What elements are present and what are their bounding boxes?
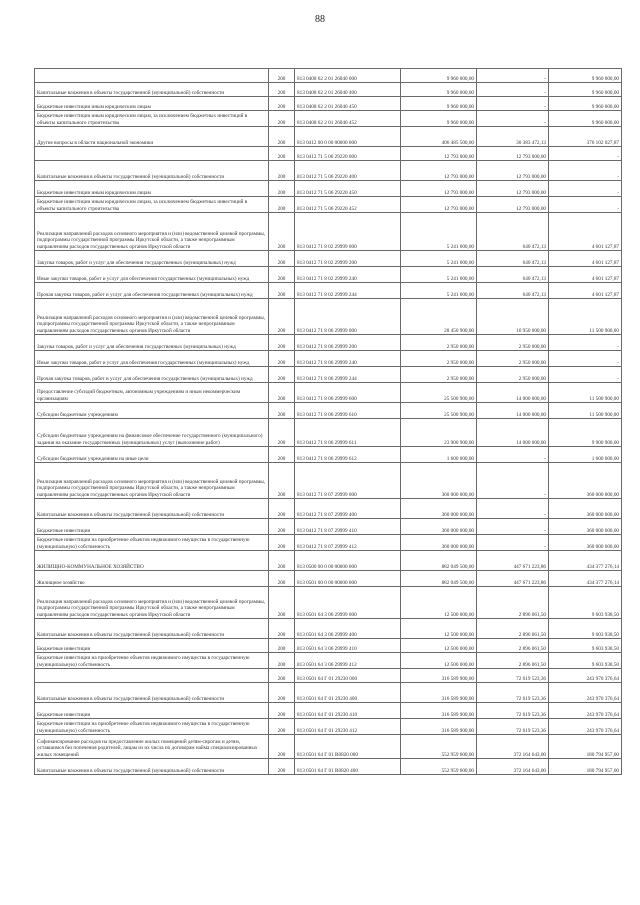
- row-remaining-cell: 11 500 900,00: [549, 383, 622, 403]
- row-name-cell: Предоставление субсидий бюджетным, автономным учреждениям и иным некоммерческим организациям: [35, 383, 269, 403]
- row-budget-code-cell: 813 0501 64 Г 01 29230 400: [295, 683, 401, 703]
- table-row: [35, 147, 622, 161]
- table-row: [35, 619, 622, 639]
- table-row: [35, 383, 622, 403]
- row-remaining-cell: 4 601 127,87: [549, 267, 622, 283]
- row-name-cell: Бюджетные инвестиции иным юридическим лицам: [35, 181, 269, 197]
- row-budget-code-cell: 813 0412 71 5 06 29220 000: [295, 147, 401, 161]
- row-remaining-cell: 4 601 127,87: [549, 213, 622, 251]
- row-budget-code-cell: 813 0501 64 Г 01 29230 000: [295, 669, 401, 683]
- row-approved-cell: 5 241 600,00: [401, 283, 477, 299]
- row-budget-code-cell: 813 0412 71 8 02 29999 000: [295, 213, 401, 251]
- row-executed-cell: -: [477, 499, 549, 519]
- row-budget-code-cell: 813 0501 64 Г 01 29230 410: [295, 703, 401, 719]
- row-name-cell: Реализация направлений расходов основного мероприятия и (или) ведомственной целевой программы, подпрограммы государственной программы Иркутской области, а также непрограммным направлениям расходов государственных органов Иркутской области: [35, 299, 269, 335]
- row-executed-cell: 447 671 223,86: [477, 571, 549, 587]
- row-budget-code-cell: 813 0408 62 2 01 26040 000: [295, 69, 401, 83]
- row-approved-cell: 9 960 000,00: [401, 69, 477, 83]
- row-approved-cell: 5 241 600,00: [401, 251, 477, 267]
- row-approved-cell: 882 049 500,00: [401, 571, 477, 587]
- row-name-cell: Другие вопросы в области национальной экономики: [35, 127, 269, 147]
- row-budget-code-cell: 813 0412 71 8 02 29999 240: [295, 267, 401, 283]
- row-remaining-cell: 243 970 376,64: [549, 683, 622, 703]
- row-line-code-cell: 200: [269, 419, 295, 447]
- row-executed-cell: 30 383 472,13: [477, 127, 549, 147]
- table-row: [35, 283, 622, 299]
- row-name-cell: Бюджетные инвестиции: [35, 639, 269, 653]
- row-approved-cell: 12 500 000,00: [401, 639, 477, 653]
- table-row: [35, 639, 622, 653]
- row-line-code-cell: 200: [269, 499, 295, 519]
- row-budget-code-cell: 813 0500 00 0 00 00000 000: [295, 551, 401, 571]
- row-name-cell: Закупка товаров, работ и услуг для обеспечения государственных (муниципальных) нужд: [35, 251, 269, 267]
- row-executed-cell: -: [477, 83, 549, 97]
- row-budget-code-cell: 813 0501 64 3 06 29999 000: [295, 587, 401, 619]
- row-budget-code-cell: 813 0412 71 5 06 29220 450: [295, 181, 401, 197]
- row-executed-cell: 372 164 643,00: [477, 735, 549, 759]
- table-row: [35, 299, 622, 335]
- row-remaining-cell: 9 603 938,50: [549, 587, 622, 619]
- row-name-cell: Капитальные вложения в объекты государственной (муниципальной) собственности: [35, 683, 269, 703]
- row-budget-code-cell: 813 0412 71 8 06 29999 611: [295, 419, 401, 447]
- table-row: [35, 735, 622, 759]
- row-line-code-cell: 200: [269, 719, 295, 735]
- row-approved-cell: 882 049 500,00: [401, 551, 477, 571]
- row-remaining-cell: 4 601 127,87: [549, 283, 622, 299]
- table-row: [35, 251, 622, 267]
- row-approved-cell: 25 500 900,00: [401, 403, 477, 419]
- row-approved-cell: 360 000 000,00: [401, 519, 477, 535]
- row-approved-cell: 12 793 000,00: [401, 161, 477, 181]
- row-executed-cell: 14 000 000,00: [477, 383, 549, 403]
- row-name-cell: Прочая закупка товаров, работ и услуг для обеспечения государственных (муниципальных) нужд: [35, 367, 269, 383]
- table-row: [35, 161, 622, 181]
- row-name-cell: Субсидии бюджетным учреждениям на иные цели: [35, 447, 269, 463]
- row-executed-cell: -: [477, 463, 549, 499]
- row-remaining-cell: 360 000 000,00: [549, 499, 622, 519]
- row-remaining-cell: 4 601 127,87: [549, 251, 622, 267]
- row-name-cell: Капитальные вложения в объекты государственной (муниципальной) собственности: [35, 83, 269, 97]
- row-remaining-cell: 180 794 957,00: [549, 759, 622, 775]
- row-line-code-cell: 200: [269, 367, 295, 383]
- row-budget-code-cell: 813 0501 64 3 06 29999 400: [295, 619, 401, 639]
- row-line-code-cell: 200: [269, 653, 295, 669]
- row-approved-cell: 552 959 600,00: [401, 759, 477, 775]
- table-row: [35, 669, 622, 683]
- row-name-cell: Капитальные вложения в объекты государственной (муниципальной) собственности: [35, 499, 269, 519]
- row-line-code-cell: 200: [269, 97, 295, 111]
- row-name-cell: Бюджетные инвестиции иным юридическим лицам: [35, 97, 269, 111]
- row-budget-code-cell: 813 0412 71 5 06 29220 452: [295, 197, 401, 213]
- table-row: [35, 127, 622, 147]
- row-executed-cell: -: [477, 535, 549, 551]
- row-remaining-cell: 434 377 276,14: [549, 571, 622, 587]
- row-name-cell: Бюджетные инвестиции: [35, 703, 269, 719]
- row-name-cell: Субсидии бюджетным учреждениям на финансовое обеспечение государственного (муниципального) задания на оказание государственных (муниципальных) услуг (выполнение работ): [35, 419, 269, 447]
- row-approved-cell: 12 793 000,00: [401, 197, 477, 213]
- row-remaining-cell: 9 603 938,50: [549, 639, 622, 653]
- row-name-cell: Бюджетные инвестиции на приобретение объектов недвижимого имущества в государственную (муниципальную) собственность: [35, 653, 269, 669]
- row-approved-cell: 9 960 000,00: [401, 111, 477, 127]
- row-approved-cell: 406 485 500,00: [401, 127, 477, 147]
- row-remaining-cell: 11 500 900,00: [549, 403, 622, 419]
- row-line-code-cell: 200: [269, 181, 295, 197]
- row-line-code-cell: 200: [269, 551, 295, 571]
- row-approved-cell: 316 589 900,00: [401, 703, 477, 719]
- row-name-cell: [35, 147, 269, 161]
- row-approved-cell: 9 960 000,00: [401, 83, 477, 97]
- row-budget-code-cell: 813 0408 62 2 01 26040 450: [295, 97, 401, 111]
- row-budget-code-cell: 813 0412 71 8 07 29999 400: [295, 499, 401, 519]
- row-budget-code-cell: 813 0412 71 8 02 29999 244: [295, 283, 401, 299]
- row-executed-cell: 2 950 000,00: [477, 351, 549, 367]
- row-line-code-cell: 200: [269, 299, 295, 335]
- row-approved-cell: 316 589 900,00: [401, 683, 477, 703]
- table-row: [35, 197, 622, 213]
- row-line-code-cell: 200: [269, 213, 295, 251]
- row-executed-cell: 72 619 523,36: [477, 683, 549, 703]
- row-name-cell: Бюджетные инвестиции иным юридическим лицам, за исключением бюджетных инвестиций в объекты капитального строительства: [35, 111, 269, 127]
- table-row: [35, 551, 622, 571]
- row-approved-cell: 316 589 900,00: [401, 719, 477, 735]
- table-row: [35, 367, 622, 383]
- table-row: [35, 213, 622, 251]
- row-name-cell: Софинансирование расходов на предоставление жилых помещений детям-сиротам и детям, оставшимся без попечения родителей, лицам из их числа по договорам найма специализированных жилых помещений: [35, 735, 269, 759]
- row-executed-cell: -: [477, 97, 549, 111]
- row-line-code-cell: 200: [269, 127, 295, 147]
- row-approved-cell: 9 960 000,00: [401, 97, 477, 111]
- table-row: [35, 447, 622, 463]
- row-budget-code-cell: 813 0412 71 5 06 29220 400: [295, 161, 401, 181]
- budget-execution-table: [34, 68, 622, 775]
- row-name-cell: Прочая закупка товаров, работ и услуг для обеспечения государственных (муниципальных) нужд: [35, 283, 269, 299]
- row-remaining-cell: 9 960 000,00: [549, 97, 622, 111]
- row-executed-cell: 640 472,13: [477, 251, 549, 267]
- row-budget-code-cell: 813 0412 71 8 06 29999 600: [295, 383, 401, 403]
- row-line-code-cell: 200: [269, 335, 295, 351]
- row-approved-cell: 552 959 600,00: [401, 735, 477, 759]
- row-line-code-cell: 200: [269, 447, 295, 463]
- row-executed-cell: 72 619 523,36: [477, 703, 549, 719]
- row-remaining-cell: 9 603 938,50: [549, 653, 622, 669]
- row-remaining-cell: 243 970 376,64: [549, 719, 622, 735]
- row-executed-cell: 640 472,13: [477, 213, 549, 251]
- row-approved-cell: 1 600 000,00: [401, 447, 477, 463]
- row-budget-code-cell: 813 0408 62 2 01 26040 452: [295, 111, 401, 127]
- row-budget-code-cell: 813 0412 71 8 02 29999 200: [295, 251, 401, 267]
- row-approved-cell: 316 589 900,00: [401, 669, 477, 683]
- table-body: [35, 69, 622, 775]
- row-executed-cell: -: [477, 69, 549, 83]
- row-approved-cell: 28 450 900,00: [401, 299, 477, 335]
- row-approved-cell: 12 500 000,00: [401, 587, 477, 619]
- row-remaining-cell: 9 603 938,50: [549, 619, 622, 639]
- row-remaining-cell: 9 960 000,00: [549, 69, 622, 83]
- row-name-cell: Бюджетные инвестиции: [35, 519, 269, 535]
- row-executed-cell: 640 472,13: [477, 283, 549, 299]
- row-approved-cell: 2 950 000,00: [401, 351, 477, 367]
- row-budget-code-cell: 813 0412 00 0 00 00000 000: [295, 127, 401, 147]
- row-line-code-cell: 200: [269, 619, 295, 639]
- table-row: [35, 653, 622, 669]
- row-line-code-cell: 200: [269, 703, 295, 719]
- table-row: [35, 519, 622, 535]
- row-approved-cell: 360 000 000,00: [401, 535, 477, 551]
- page-number: 88: [315, 14, 325, 25]
- row-remaining-cell: -: [549, 197, 622, 213]
- row-line-code-cell: 200: [269, 571, 295, 587]
- row-executed-cell: -: [477, 111, 549, 127]
- row-executed-cell: 2 896 061,50: [477, 619, 549, 639]
- table-row: [35, 97, 622, 111]
- row-remaining-cell: -: [549, 147, 622, 161]
- row-line-code-cell: 200: [269, 161, 295, 181]
- row-line-code-cell: 200: [269, 463, 295, 499]
- row-line-code-cell: 200: [269, 111, 295, 127]
- row-executed-cell: 16 950 000,00: [477, 299, 549, 335]
- row-budget-code-cell: 813 0412 71 8 07 29999 412: [295, 535, 401, 551]
- table-row: [35, 419, 622, 447]
- row-approved-cell: 25 500 900,00: [401, 383, 477, 403]
- row-name-cell: Иные закупки товаров, работ и услуг для обеспечения государственных (муниципальных) нужд: [35, 351, 269, 367]
- row-remaining-cell: 360 000 000,00: [549, 535, 622, 551]
- row-line-code-cell: 200: [269, 735, 295, 759]
- row-name-cell: Жилищное хозяйство: [35, 571, 269, 587]
- row-remaining-cell: 376 102 027,87: [549, 127, 622, 147]
- row-line-code-cell: 200: [269, 251, 295, 267]
- row-name-cell: Капитальные вложения в объекты государственной (муниципальной) собственности: [35, 619, 269, 639]
- row-executed-cell: -: [477, 447, 549, 463]
- row-approved-cell: 360 000 000,00: [401, 463, 477, 499]
- row-line-code-cell: 200: [269, 669, 295, 683]
- row-name-cell: Бюджетные инвестиции на приобретение объектов недвижимого имущества в государственную (муниципальную) собственность: [35, 535, 269, 551]
- row-approved-cell: 2 950 000,00: [401, 335, 477, 351]
- row-executed-cell: 12 793 000,00: [477, 161, 549, 181]
- row-budget-code-cell: 813 0412 71 8 06 29999 200: [295, 335, 401, 351]
- row-name-cell: Реализация направлений расходов основного мероприятия и (или) ведомственной целевой программы, подпрограммы государственной программы Иркутской области, а также непрограммным направлениям расходов государственных органов Иркутской области: [35, 213, 269, 251]
- row-line-code-cell: 200: [269, 267, 295, 283]
- row-executed-cell: 2 896 061,50: [477, 587, 549, 619]
- row-line-code-cell: 200: [269, 639, 295, 653]
- table-row: [35, 683, 622, 703]
- row-budget-code-cell: 813 0412 71 8 07 29999 410: [295, 519, 401, 535]
- row-executed-cell: 12 793 000,00: [477, 197, 549, 213]
- row-executed-cell: -: [477, 519, 549, 535]
- row-remaining-cell: -: [549, 161, 622, 181]
- row-budget-code-cell: 813 0412 71 8 06 29999 244: [295, 367, 401, 383]
- row-line-code-cell: 200: [269, 535, 295, 551]
- row-remaining-cell: -: [549, 367, 622, 383]
- table-row: [35, 571, 622, 587]
- row-executed-cell: 14 000 000,00: [477, 419, 549, 447]
- row-approved-cell: 12 500 000,00: [401, 653, 477, 669]
- table-row: [35, 267, 622, 283]
- row-name-cell: [35, 669, 269, 683]
- row-approved-cell: 12 500 000,00: [401, 619, 477, 639]
- row-name-cell: Бюджетные инвестиции на приобретение объектов недвижимого имущества в государственную (муниципальную) собственность: [35, 719, 269, 735]
- row-remaining-cell: 9 960 000,00: [549, 83, 622, 97]
- row-executed-cell: 447 671 223,86: [477, 551, 549, 571]
- table-row: [35, 463, 622, 499]
- row-budget-code-cell: 813 0408 62 2 01 26040 400: [295, 83, 401, 97]
- row-executed-cell: 12 793 000,00: [477, 181, 549, 197]
- row-executed-cell: 14 000 000,00: [477, 403, 549, 419]
- table-row: [35, 335, 622, 351]
- row-remaining-cell: 11 500 900,00: [549, 299, 622, 335]
- row-budget-code-cell: 813 0412 71 8 06 29999 612: [295, 447, 401, 463]
- row-name-cell: Капитальные вложения в объекты государственной (муниципальной) собственности: [35, 759, 269, 775]
- row-name-cell: [35, 69, 269, 83]
- row-approved-cell: 12 793 000,00: [401, 147, 477, 161]
- row-budget-code-cell: 813 0501 00 0 00 00000 000: [295, 571, 401, 587]
- table-row: [35, 499, 622, 519]
- row-executed-cell: 640 472,13: [477, 267, 549, 283]
- row-line-code-cell: 200: [269, 351, 295, 367]
- row-budget-code-cell: 813 0501 64 Г 01 R0820 400: [295, 759, 401, 775]
- table-row: [35, 703, 622, 719]
- row-executed-cell: 2 950 000,00: [477, 367, 549, 383]
- row-name-cell: Субсидии бюджетным учреждениям: [35, 403, 269, 419]
- row-budget-code-cell: 813 0412 71 8 06 29999 000: [295, 299, 401, 335]
- row-name-cell: Реализация направлений расходов основного мероприятия и (или) ведомственной целевой программы, подпрограммы государственной программы Иркутской области, а также непрограммным направлениям расходов государственных органов Иркутской области: [35, 463, 269, 499]
- table-row: [35, 759, 622, 775]
- row-name-cell: Иные закупки товаров, работ и услуг для обеспечения государственных (муниципальных) нужд: [35, 267, 269, 283]
- row-budget-code-cell: 813 0501 64 Г 01 29230 412: [295, 719, 401, 735]
- row-remaining-cell: 1 600 000,00: [549, 447, 622, 463]
- table-row: [35, 719, 622, 735]
- row-line-code-cell: 200: [269, 519, 295, 535]
- table-row: [35, 111, 622, 127]
- table-row: [35, 69, 622, 83]
- row-budget-code-cell: 813 0412 71 8 06 29999 610: [295, 403, 401, 419]
- row-executed-cell: 12 793 000,00: [477, 147, 549, 161]
- row-line-code-cell: 200: [269, 147, 295, 161]
- row-budget-code-cell: 813 0412 71 8 07 29999 000: [295, 463, 401, 499]
- row-approved-cell: 5 241 600,00: [401, 213, 477, 251]
- row-budget-code-cell: 813 0501 64 3 06 29999 412: [295, 653, 401, 669]
- row-remaining-cell: -: [549, 181, 622, 197]
- row-line-code-cell: 200: [269, 403, 295, 419]
- row-name-cell: Реализация направлений расходов основного мероприятия и (или) ведомственной целевой программы, подпрограммы государственной программы Иркутской области, а также непрограммным направлениям расходов государственных органов Иркутской области: [35, 587, 269, 619]
- row-name-cell: Капитальные вложения в объекты государственной (муниципальной) собственности: [35, 161, 269, 181]
- table-row: [35, 181, 622, 197]
- row-executed-cell: 372 164 643,00: [477, 759, 549, 775]
- row-remaining-cell: 434 377 276,14: [549, 551, 622, 571]
- row-executed-cell: 2 896 061,50: [477, 639, 549, 653]
- row-line-code-cell: 200: [269, 69, 295, 83]
- row-name-cell: Бюджетные инвестиции иным юридическим лицам, за исключением бюджетных инвестиций в объекты капитального строительства: [35, 197, 269, 213]
- row-approved-cell: 23 900 900,00: [401, 419, 477, 447]
- row-line-code-cell: 200: [269, 587, 295, 619]
- row-executed-cell: 72 619 523,36: [477, 669, 549, 683]
- row-line-code-cell: 200: [269, 383, 295, 403]
- row-remaining-cell: 180 794 957,00: [549, 735, 622, 759]
- row-line-code-cell: 200: [269, 283, 295, 299]
- row-executed-cell: 72 619 523,36: [477, 719, 549, 735]
- row-remaining-cell: 9 960 000,00: [549, 111, 622, 127]
- row-remaining-cell: 9 900 900,00: [549, 419, 622, 447]
- table-row: [35, 83, 622, 97]
- row-line-code-cell: 200: [269, 759, 295, 775]
- row-approved-cell: 360 000 000,00: [401, 499, 477, 519]
- row-remaining-cell: -: [549, 351, 622, 367]
- row-line-code-cell: 200: [269, 197, 295, 213]
- row-budget-code-cell: 813 0501 64 3 06 29999 410: [295, 639, 401, 653]
- row-approved-cell: 2 950 000,00: [401, 367, 477, 383]
- row-remaining-cell: 360 000 000,00: [549, 519, 622, 535]
- row-budget-code-cell: 813 0412 71 8 06 29999 240: [295, 351, 401, 367]
- row-name-cell: Закупка товаров, работ и услуг для обеспечения государственных (муниципальных) нужд: [35, 335, 269, 351]
- row-remaining-cell: 243 970 376,64: [549, 703, 622, 719]
- row-line-code-cell: 200: [269, 83, 295, 97]
- table-row: [35, 403, 622, 419]
- row-budget-code-cell: 813 0501 64 Г 01 R0820 000: [295, 735, 401, 759]
- row-remaining-cell: 360 000 000,00: [549, 463, 622, 499]
- table-row: [35, 587, 622, 619]
- row-name-cell: ЖИЛИЩНО-КОММУНАЛЬНОЕ ХОЗЯЙСТВО: [35, 551, 269, 571]
- row-line-code-cell: 200: [269, 683, 295, 703]
- row-remaining-cell: -: [549, 335, 622, 351]
- row-approved-cell: 12 793 000,00: [401, 181, 477, 197]
- row-executed-cell: 2 950 000,00: [477, 335, 549, 351]
- row-remaining-cell: 243 970 376,64: [549, 669, 622, 683]
- row-executed-cell: 2 896 061,50: [477, 653, 549, 669]
- row-approved-cell: 5 241 600,00: [401, 267, 477, 283]
- table-row: [35, 535, 622, 551]
- table-row: [35, 351, 622, 367]
